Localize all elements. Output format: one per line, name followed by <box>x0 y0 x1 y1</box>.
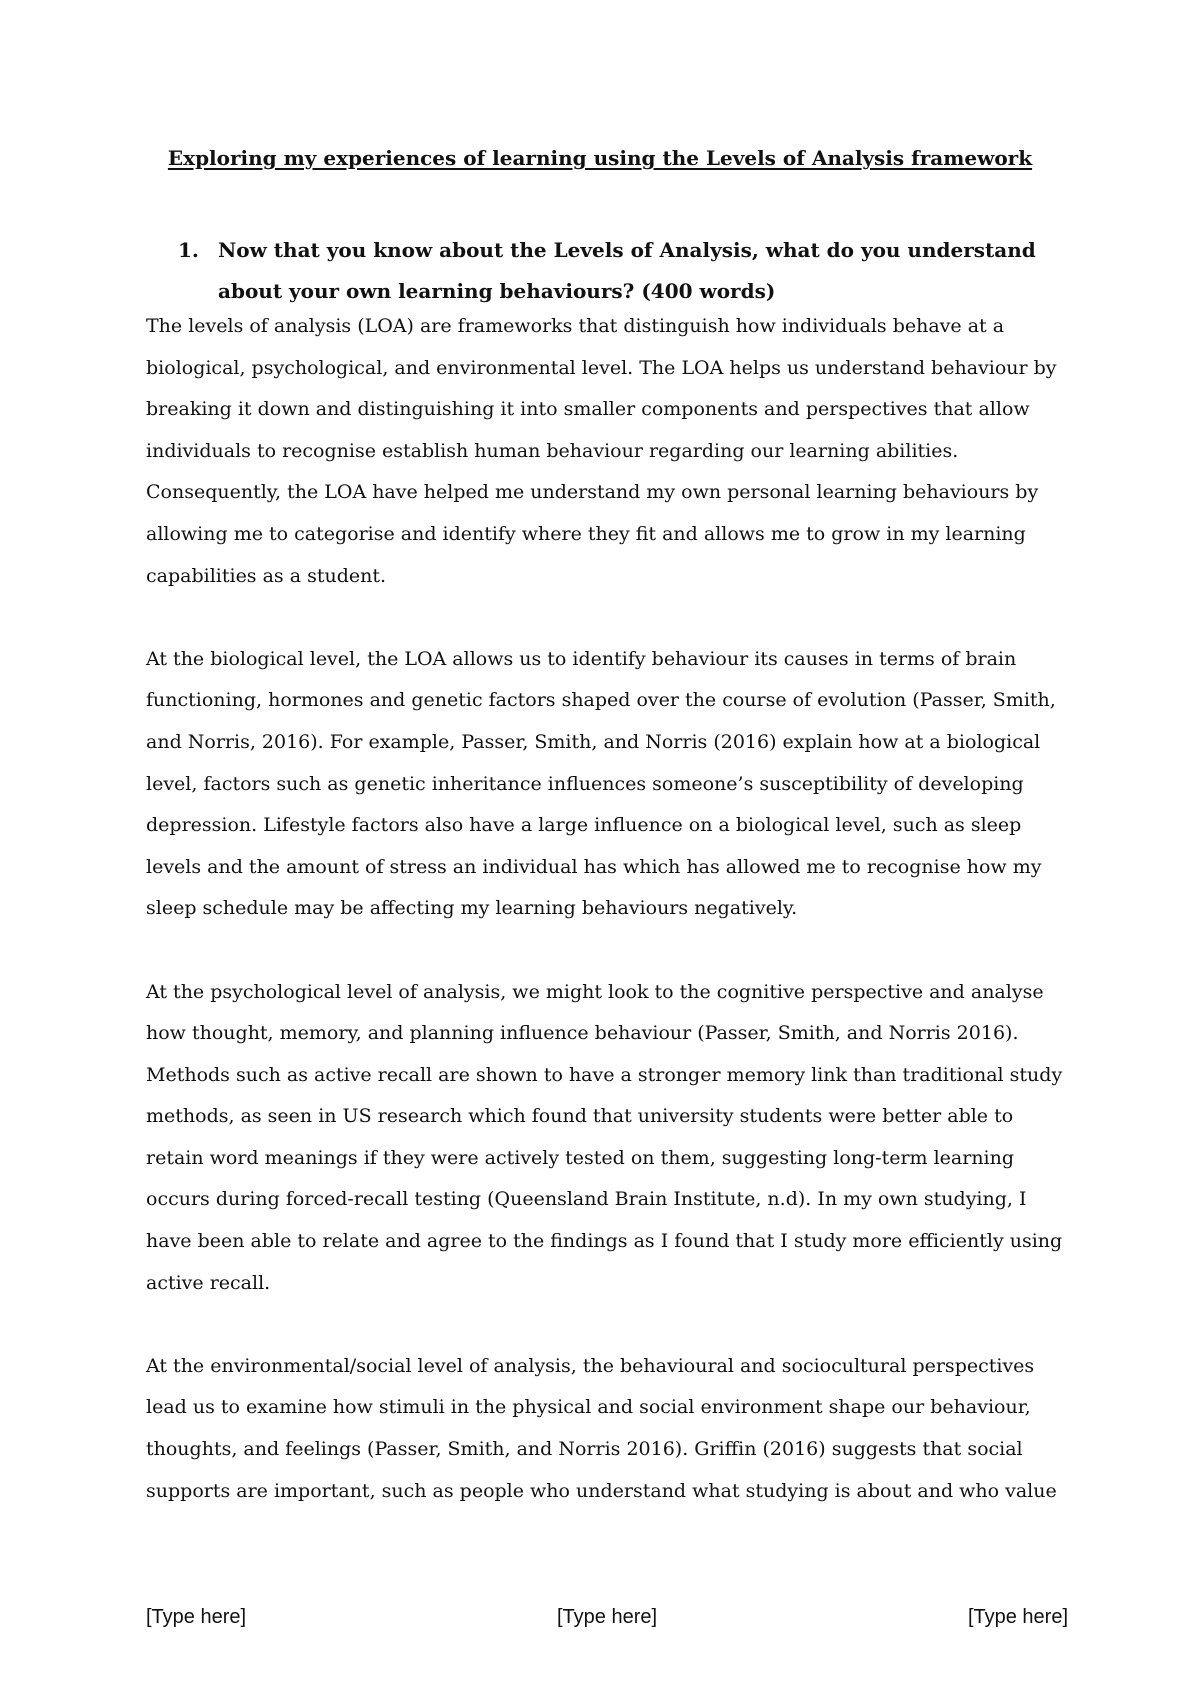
question-number: 1. <box>178 238 199 262</box>
paragraph-intro: The levels of analysis (LOA) are frameworks that distinguish how individuals behave at a biological, psychological, and environmental level. The LOA helps us understand behaviour by breaking it down and distinguishing it into smaller components and perspectives that allow individuals to recognise establish human behaviour regarding our learning abilities. Consequently, the LOA have helped me understand my own personal learning behaviours by allowing me to categorise and identify where they fit and allows me to grow in my learning capabilities as a student. <box>146 315 1057 587</box>
footer-center-placeholder[interactable]: [Type here] <box>556 1606 658 1628</box>
page-footer <box>146 1606 1068 1629</box>
footer-left-placeholder[interactable]: [Type here] <box>146 1606 247 1628</box>
body-text <box>146 306 1066 1554</box>
question-heading <box>178 230 1058 312</box>
paragraph-psychological: At the psychological level of analysis, we might look to the cognitive perspective and analyse how thought, memory, and planning influence behaviour (Passer, Smith, and Norris 2016). Methods such as active recall are shown to have a stronger memory link than traditional study methods, as seen in US research which found that university students were better able to retain word meanings if they were actively tested on them, suggesting long-term learning occurs during forced-recall testing (Queensland Brain Institute, n.d). In my own studying, I have been able to relate and agree to the findings as I found that I study more efficiently using active recall. <box>146 980 1063 1294</box>
footer-right-placeholder[interactable]: [Type here] <box>967 1606 1068 1628</box>
paragraph-biological: At the biological level, the LOA allows us to identify behaviour its causes in terms of brain functioning, hormones and genetic factors shaped over the course of evolution (Passer, Smith, and Norris, 2016). For example, Passer, Smith, and Norris (2016) explain how at a biological level, factors such as genetic inheritance influences someone’s susceptibility of developing depression. Lifestyle factors also have a large influence on a biological level, such as sleep levels and the amount of stress an individual has which has allowed me to recognise how my sleep schedule may be affecting my learning behaviours negatively. <box>146 647 1056 920</box>
paragraph-environmental: At the environmental/social level of analysis, the behavioural and sociocultural perspectives lead us to examine how stimuli in the physical and social environment shape our behaviour, thoughts, and feelings (Passer, Smith, and Norris 2016). Griffin (2016) suggests that social supports are important, such as people who understand what studying is about and who value <box>146 1354 1057 1502</box>
question-text: Now that you know about the Levels of Analysis, what do you understand about your own learning behaviours? (400 words) <box>218 238 1036 303</box>
document-title: Exploring my experiences of learning using the Levels of Analysis framework <box>167 146 1033 170</box>
